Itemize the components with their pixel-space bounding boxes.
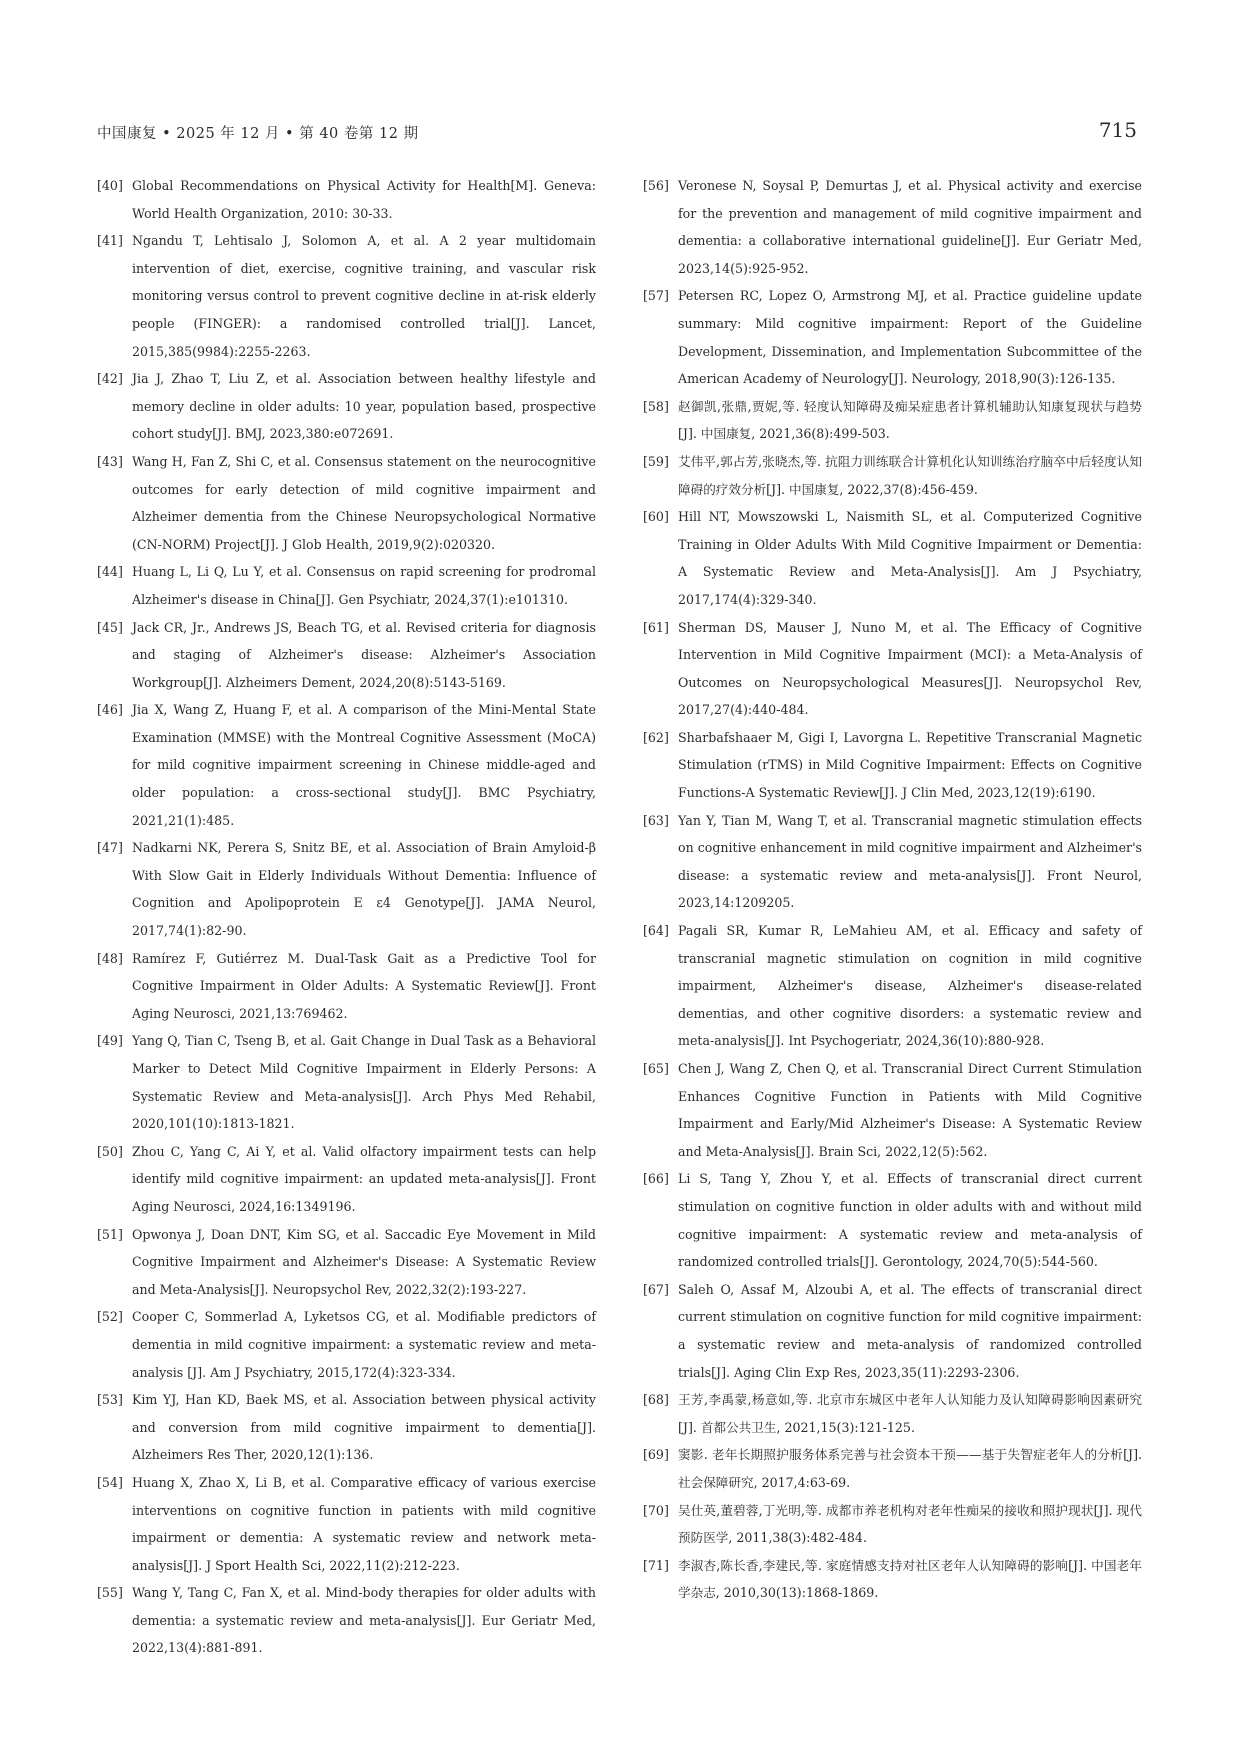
reference-text: Cooper C, Sommerlad A, Lyketsos CG, et al. Modifiable predictors of dementia in mild cognitive impairment: a systematic review and meta-analysis [J]. Am J Psychiatry, 2015,172(4):323-334. [132,1309,596,1380]
reference-number: [64] [643,923,669,939]
reference-text: Jia X, Wang Z, Huang F, et al. A comparison of the Mini-Mental State Examination (MMSE) with the Montreal Cognitive Assessment (MoCA) for mild cognitive impairment screening in Chinese middle-aged and older population: a cross-sectional study[J]. BMC Psychiatry, 2021,21(1):485. [132,702,596,828]
reference-number: [45] [97,619,123,635]
reference-text: Sharbafshaaer M, Gigi I, Lavorgna L. Repetitive Transcranial Magnetic Stimulation (rTMS) in Mild Cognitive Impairment: Effects on Cognitive Functions-A Systematic Review[J]. J Clin Med, 2023,12(19):6190. [678,729,1142,801]
reference-entry [97,172,596,227]
reference-text: 艾伟平,郭占芳,张晓杰,等. 抗阻力训练联合计算机化认知训练治疗脑卒中后轻度认知障碍的疗效分析[J]. 中国康复, 2022,37(8):456-459. [678,453,1142,497]
reference-number: [50] [97,1143,123,1159]
reference-column-left [97,172,596,1662]
reference-entry [97,448,596,558]
reference-number: [65] [643,1061,669,1076]
reference-number: [57] [643,288,669,304]
reference-entry [643,1165,1142,1275]
reference-entry [643,614,1142,724]
reference-text: Chen J, Wang Z, Chen Q, et al. Transcranial Direct Current Stimulation Enhances Cognitive Function in Patients with Mild Cognitive Impairment and Early/Mid Alzheimer's Disease: A Systematic Review and Meta-Analysis[J]. Brain Sci, 2022,12(5):562. [678,1061,1142,1159]
reference-number: [71] [643,1557,669,1573]
reference-text: Sherman DS, Mauser J, Nuno M, et al. The Efficacy of Cognitive Intervention in Mild Cognitive Impairment (MCI): a Meta-Analysis of Outcomes on Neuropsychological Measures[J]. Neuropsychol Rev, 2017,27(4):440-484. [678,619,1142,718]
reference-number: [61] [643,619,669,635]
reference-entry [97,365,596,448]
reference-text: Pagali SR, Kumar R, LeMahieu AM, et al. Efficacy and safety of transcranial magnetic stimulation on cognition in mild cognitive impairment, Alzheimer's disease, Alzheimer's disease-related dementias, and other cognitive disorders: a systematic review and meta-analysis[J]. Int Psychogeriatr, 2024,36(10):880-928. [678,923,1142,1049]
reference-text: Wang H, Fan Z, Shi C, et al. Consensus statement on the neurocognitive outcomes for early detection of mild cognitive impairment and Alzheimer dementia from the Chinese Neuropsychological Normative (CN-NORM) Project[J]. J Glob Health, 2019,9(2):020320. [132,453,596,552]
reference-text: Yang Q, Tian C, Tseng B, et al. Gait Change in Dual Task as a Behavioral Marker to Detect Mild Cognitive Impairment in Elderly Persons: A Systematic Review and Meta-analysis[J]. Arch Phys Med Rehabil, 2020,101(10):1813-1821. [132,1033,596,1132]
reference-entry [97,227,596,365]
reference-number: [58] [643,398,669,414]
reference-number: [70] [643,1502,669,1518]
reference-text: Li S, Tang Y, Zhou Y, et al. Effects of transcranial direct current stimulation on cognitive function in older adults with and without mild cognitive impairment: A systematic review and meta-analysis of randomized controlled trials[J]. Gerontology, 2024,70(5):544-560. [678,1171,1142,1270]
reference-text: Zhou C, Yang C, Ai Y, et al. Valid olfactory impairment tests can help identify mild cognitive impairment: an updated meta-analysis[J]. Front Aging Neurosci, 2024,16:1349196. [132,1143,596,1214]
reference-text: Hill NT, Mowszowski L, Naismith SL, et al. Computerized Cognitive Training in Older Adults With Mild Cognitive Impairment or Dementia: A Systematic Review and Meta-Analysis[J]. Am J Psychiatry, 2017,174(4):329-340. [678,509,1142,607]
reference-number: [43] [97,453,123,469]
reference-entry [643,1441,1142,1496]
reference-entry [643,1386,1142,1441]
reference-entry [643,393,1142,448]
reference-text: Nadkarni NK, Perera S, Snitz BE, et al. Association of Brain Amyloid-β With Slow Gait in Elderly Individuals Without Dementia: Influence of Cognition and Apolipoprotein E ε4 Genotype[J]. JAMA Neurol, 2017,74(1):82-90. [132,840,596,939]
reference-entry [97,614,596,697]
journal-issue-line: 中国康复 • 2025 年 12 月 • 第 40 卷第 12 期 [97,126,419,142]
reference-entry [97,1027,596,1137]
reference-number: [42] [97,371,123,387]
reference-text: Petersen RC, Lopez O, Armstrong MJ, et al. Practice guideline update summary: Mild cognitive impairment: Report of the Guideline Development, Dissemination, and Implementation Subcommittee of the American Academy of Neurology[J]. Neurology, 2018,90(3):126-135. [678,288,1142,387]
reference-entry [643,917,1142,1055]
reference-entry [643,503,1142,613]
reference-number: [51] [97,1226,123,1242]
reference-text: Ramírez F, Gutiérrez M. Dual-Task Gait as a Predictive Tool for Cognitive Impairment in Older Adults: A Systematic Review[J]. Front Aging Neurosci, 2021,13:769462. [132,950,596,1021]
reference-text: Huang X, Zhao X, Li B, et al. Comparative efficacy of various exercise interventions on cognitive function in patients with mild cognitive impairment or dementia: A systematic review and network meta-analysis[J]. J Sport Health Sci, 2022,11(2):212-223. [132,1474,596,1573]
reference-entry [643,724,1142,807]
reference-entry [97,1221,596,1304]
reference-number: [52] [97,1309,123,1325]
reference-entry [97,696,596,834]
reference-entry [97,1579,596,1662]
reference-text: Kim YJ, Han KD, Baek MS, et al. Association between physical activity and conversion from mild cognitive impairment to dementia[J]. Alzheimers Res Ther, 2020,12(1):136. [132,1392,596,1463]
reference-text: Opwonya J, Doan DNT, Kim SG, et al. Saccadic Eye Movement in Mild Cognitive Impairment and Alzheimer's Disease: A Systematic Review and Meta-Analysis[J]. Neuropsychol Rev, 2022,32(2):193-227. [132,1226,596,1297]
reference-text: 窦影. 老年长期照护服务体系完善与社会资本干预——基于失智症老年人的分析[J]. 社会保障研究, 2017,4:63-69. [678,1447,1142,1490]
reference-number: [66] [643,1171,669,1187]
reference-number: [69] [643,1447,669,1463]
reference-entry [643,1055,1142,1165]
reference-entry [643,1497,1142,1552]
reference-text: 吴仕英,董碧蓉,丁光明,等. 成都市养老机构对老年性痴呆的接收和照护现状[J]. 现代预防医学, 2011,38(3):482-484. [678,1502,1142,1546]
reference-entry [643,172,1142,282]
reference-number: [48] [97,950,123,966]
reference-entry [97,834,596,944]
reference-number: [62] [643,729,669,745]
reference-text: Yan Y, Tian M, Wang T, et al. Transcranial magnetic stimulation effects on cognitive enhancement in mild cognitive impairment and Alzheimer's disease: a systematic review and meta-analysis[J]. Front Neurol, 2023,14:1209205. [678,812,1142,911]
reference-text: Wang Y, Tang C, Fan X, et al. Mind-body therapies for older adults with dementia: a systematic review and meta-analysis[J]. Eur Geriatr Med, 2022,13(4):881-891. [132,1585,596,1656]
reference-text: 王芳,李禹蒙,杨意如,等. 北京市东城区中老年人认知能力及认知障碍影响因素研究[J]. 首都公共卫生, 2021,15(3):121-125. [678,1392,1142,1435]
reference-entry [643,282,1142,392]
reference-text: Veronese N, Soysal P, Demurtas J, et al. Physical activity and exercise for the prevention and management of mild cognitive impairment and dementia: a collaborative international guideline[J]. Eur Geriatr Med, 2023,14(5):925-952. [678,178,1142,276]
reference-text: 李淑杏,陈长香,李建民,等. 家庭情感支持对社区老年人认知障碍的影响[J]. 中国老年学杂志, 2010,30(13):1868-1869. [678,1557,1142,1601]
reference-entry [97,1303,596,1386]
reference-text: Saleh O, Assaf M, Alzoubi A, et al. The effects of transcranial direct current stimulation on cognitive function for mild cognitive impairment: a systematic review and meta-analysis of randomized controlled trials[J]. Aging Clin Exp Res, 2023,35(11):2293-2306. [678,1281,1142,1380]
reference-number: [47] [97,840,123,856]
reference-text: Huang L, Li Q, Lu Y, et al. Consensus on rapid screening for prodromal Alzheimer's disease in China[J]. Gen Psychiatr, 2024,37(1):e101310. [132,564,596,607]
reference-number: [41] [97,233,123,249]
reference-column-right [643,172,1142,1607]
reference-number: [46] [97,702,123,718]
reference-entry [643,807,1142,917]
reference-entry [643,448,1142,503]
reference-entry [97,945,596,1028]
reference-text: Jack CR, Jr., Andrews JS, Beach TG, et al. Revised criteria for diagnosis and staging of Alzheimer's disease: Alzheimer's Association Workgroup[J]. Alzheimers Dement, 2024,20(8):5143-5169. [132,619,596,690]
reference-number: [55] [97,1585,123,1601]
reference-number: [40] [97,178,123,193]
reference-entry [97,1138,596,1221]
reference-number: [49] [97,1033,123,1049]
reference-number: [60] [643,509,669,525]
reference-number: [54] [97,1474,123,1490]
reference-number: [53] [97,1392,123,1408]
page-number: 715 [1098,118,1137,142]
reference-text: Ngandu T, Lehtisalo J, Solomon A, et al. A 2 year multidomain intervention of diet, exercise, cognitive training, and vascular risk monitoring versus control to prevent cognitive decline in at-risk elderly people (FINGER): a randomised controlled trial[J]. Lancet, 2015,385(9984):2255-2263. [132,233,596,359]
reference-entry [97,558,596,613]
reference-number: [59] [643,453,669,469]
reference-number: [67] [643,1281,669,1297]
reference-entry [97,1386,596,1469]
reference-entry [97,1469,596,1579]
reference-entry [643,1276,1142,1386]
reference-number: [44] [97,564,123,580]
reference-entry [643,1552,1142,1607]
page-header [97,118,1137,148]
reference-number: [68] [643,1392,669,1408]
reference-text: 赵御凯,张鼎,贾妮,等. 轻度认知障碍及痴呆症患者计算机辅助认知康复现状与趋势[J]. 中国康复, 2021,36(8):499-503. [678,398,1142,442]
reference-text: Global Recommendations on Physical Activity for Health[M]. Geneva: World Health Organization, 2010: 30-33. [132,178,596,221]
reference-text: Jia J, Zhao T, Liu Z, et al. Association between healthy lifestyle and memory decline in older adults: 10 year, population based, prospective cohort study[J]. BMJ, 2023,380:e072691. [132,371,596,442]
reference-number: [56] [643,178,669,193]
reference-number: [63] [643,812,669,828]
